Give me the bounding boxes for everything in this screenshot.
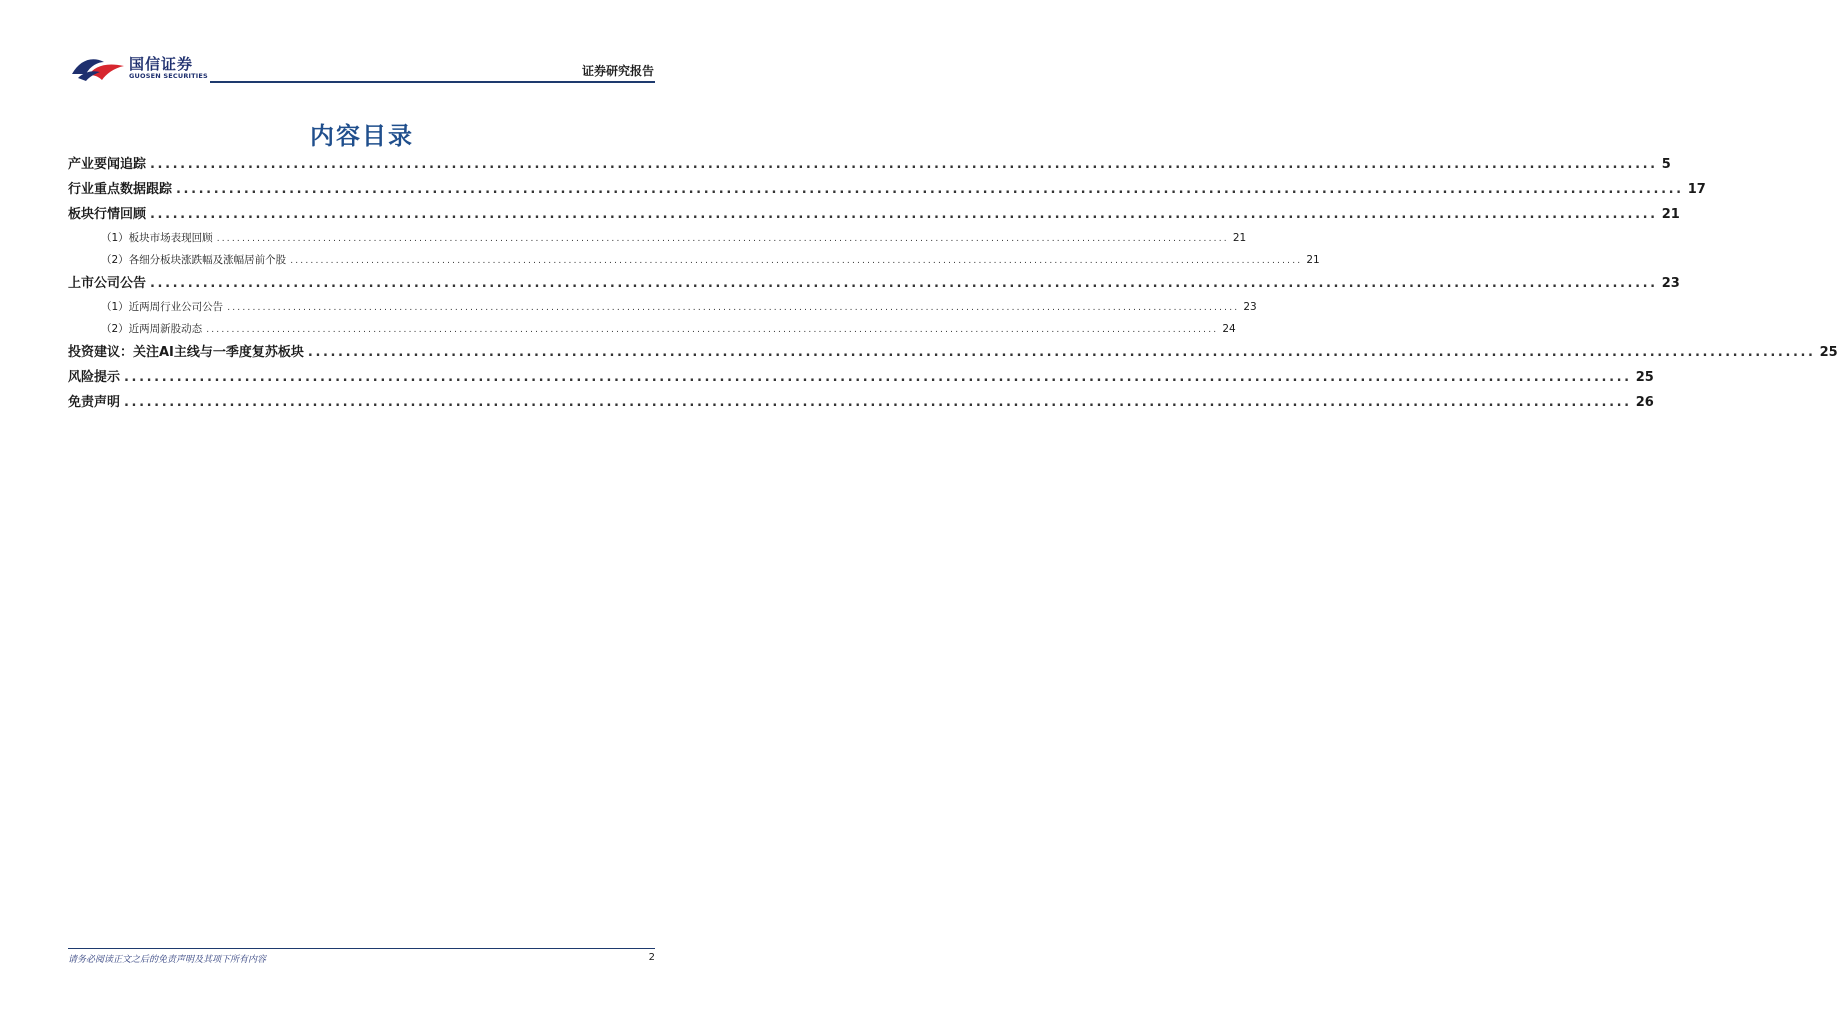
toc-entry[interactable] [68,227,1247,249]
toc-entry-page: 21 [1232,232,1247,244]
toc-dot-leader: ........................................................................................................................................................................................................ [227,303,1240,313]
guosen-logo-icon [70,52,126,82]
toc-entry-page: 17 [1687,182,1706,197]
toc-entry[interactable] [68,318,1236,340]
toc-entry[interactable] [68,390,1654,415]
page-header [0,0,724,90]
toc-entry[interactable] [68,340,1838,365]
toc-entry-label: （2）近两周新股动态 [101,323,203,335]
toc-entry-label: 投资建议：关注AI主线与一季度复苏板块 [68,345,304,360]
toc-entry-label: （1）板块市场表现回顾 [101,232,213,244]
toc-entry-label: （1）近两周行业公司公告 [101,301,224,313]
page-number: 2 [648,952,655,963]
toc-entry-page: 23 [1661,276,1680,291]
toc-dot-leader: ........................................................................................................................................................................................................ [124,395,1632,410]
toc-entry[interactable] [68,271,1680,296]
toc-entry-page: 25 [1635,370,1654,385]
toc-entry-page: 26 [1635,395,1654,410]
footer-divider [68,948,655,949]
toc-entry[interactable] [68,202,1680,227]
toc-entry-label: 上市公司公告 [68,276,147,291]
toc-entry[interactable] [68,152,1671,177]
toc-entry-label: 产业要闻追踪 [68,157,147,172]
brand-name-en: GUOSEN SECURITIES [129,72,208,80]
report-type-label: 证券研究报告 [581,64,654,78]
toc-entry-page: 5 [1661,157,1671,172]
toc-entry-page: 21 [1306,254,1320,266]
toc-entry[interactable] [68,365,1654,390]
toc-entry-label: （2）各细分板块涨跌幅及涨幅居前个股 [101,254,287,266]
toc-entry[interactable] [68,249,1320,271]
toc-entry[interactable] [68,177,1706,202]
toc-entry[interactable] [68,296,1257,318]
header-divider [210,81,655,83]
toc-dot-leader: ........................................................................................................................................................................................................ [150,157,1658,172]
toc-dot-leader: ........................................................................................................................................................................................................ [216,234,1229,244]
toc-dot-leader: ........................................................................................................................................................................................................ [124,370,1632,385]
toc-entry-label: 行业重点数据跟踪 [68,182,173,197]
toc-entry-label: 免责声明 [68,395,121,410]
toc-entry-label: 风险提示 [68,370,121,385]
toc-entry-page: 23 [1243,301,1257,313]
toc-dot-leader: ........................................................................................................................................................................................................ [150,276,1658,291]
brand-name-cn: 国信证券 [129,55,194,73]
toc-dot-leader: ........................................................................................................................................................................................................ [176,182,1684,197]
toc-dot-leader: ........................................................................................................................................................................................................ [206,325,1219,335]
table-of-contents [68,152,1838,415]
toc-dot-leader: ........................................................................................................................................................................................................ [307,345,1816,360]
disclaimer-note: 请务必阅读正文之后的免责声明及其项下所有内容 [68,955,267,965]
toc-dot-leader: ........................................................................................................................................................................................................ [150,207,1658,222]
toc-title: 内容目录 [310,122,414,150]
toc-entry-page: 25 [1819,345,1838,360]
toc-entry-page: 24 [1222,323,1236,335]
toc-dot-leader: ........................................................................................................................................................................................................ [290,256,1303,266]
toc-entry-page: 21 [1661,207,1680,222]
toc-entry-label: 板块行情回顾 [68,207,147,222]
